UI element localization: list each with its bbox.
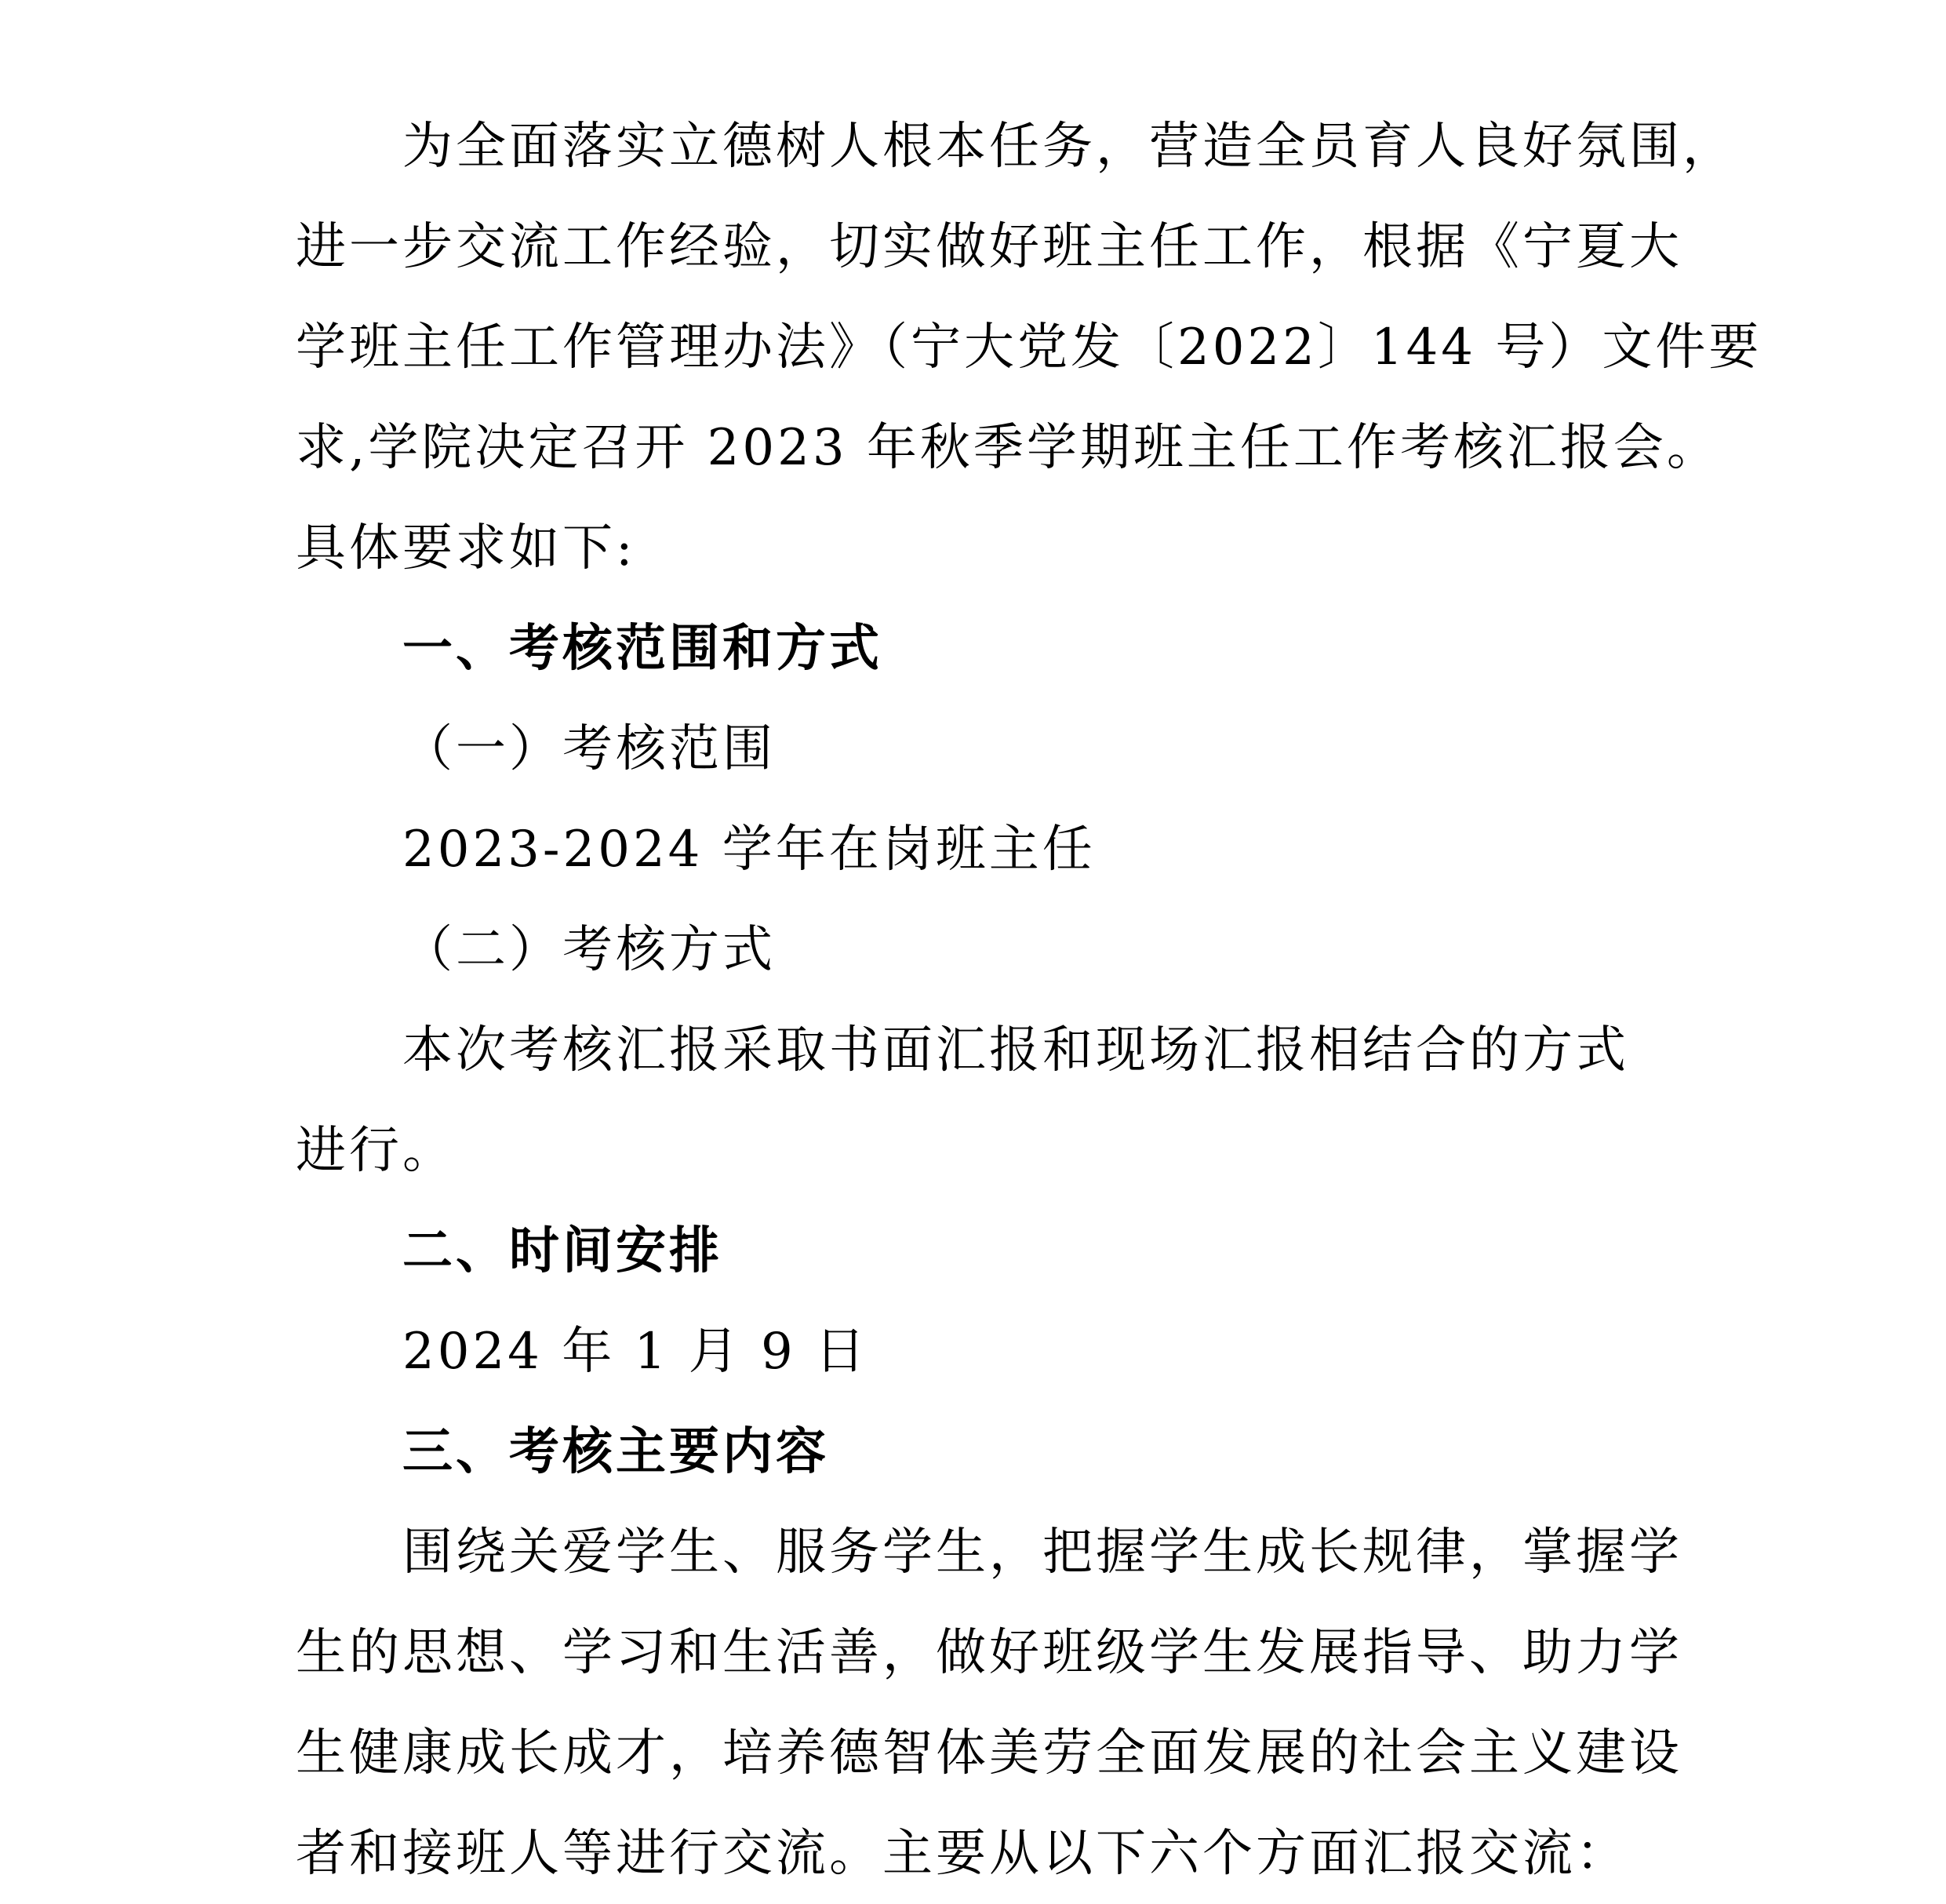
body-line: 2023-2024 学年在岗班主任 <box>402 821 1096 879</box>
body-line: 进一步交流工作经验，切实做好班主任工作，根据《宁夏大 <box>296 218 1682 276</box>
heading-section-1: 一、考核范围和方式 <box>402 620 882 678</box>
body-line: 2024 年 1 月 9 日 <box>402 1323 869 1381</box>
body-line: 本次考核汇报采取书面汇报和现场汇报相结合的方式 <box>402 1021 1629 1079</box>
body-line: 具体要求如下: <box>296 519 636 577</box>
body-line: 生的思想、学习和生活善，做好班级学生发展指导、助力学 <box>296 1624 1682 1682</box>
body-line: 学班主任工作管理办法》（宁大党发〔2022〕144 号）文件要 <box>296 319 1762 377</box>
body-line: 求,学院决定召开 2023 年秋季学期班主任工作考核汇报会。 <box>296 419 1720 477</box>
subheading-1-1: （一）考核范围 <box>402 720 776 778</box>
heading-section-3: 三、考核主要内容 <box>402 1423 829 1481</box>
subheading-1-2: （二）考核方式 <box>402 921 776 979</box>
body-line: 进行。 <box>296 1122 456 1180</box>
body-line: 为全面落实立德树人根本任务，营造全员育人良好氛围， <box>402 118 1736 176</box>
heading-section-2: 二、时间安排 <box>402 1222 722 1280</box>
body-line: 者和接班人等进行交流。主要从以下六个方面汇报交流： <box>296 1825 1629 1883</box>
body-line: 生健康成长成才，培养德智体美劳全面发展的社会主义建设 <box>296 1724 1682 1782</box>
body-line: 围绕关爱学生、服务学生，把握学生成长规律，掌握学 <box>402 1524 1682 1582</box>
